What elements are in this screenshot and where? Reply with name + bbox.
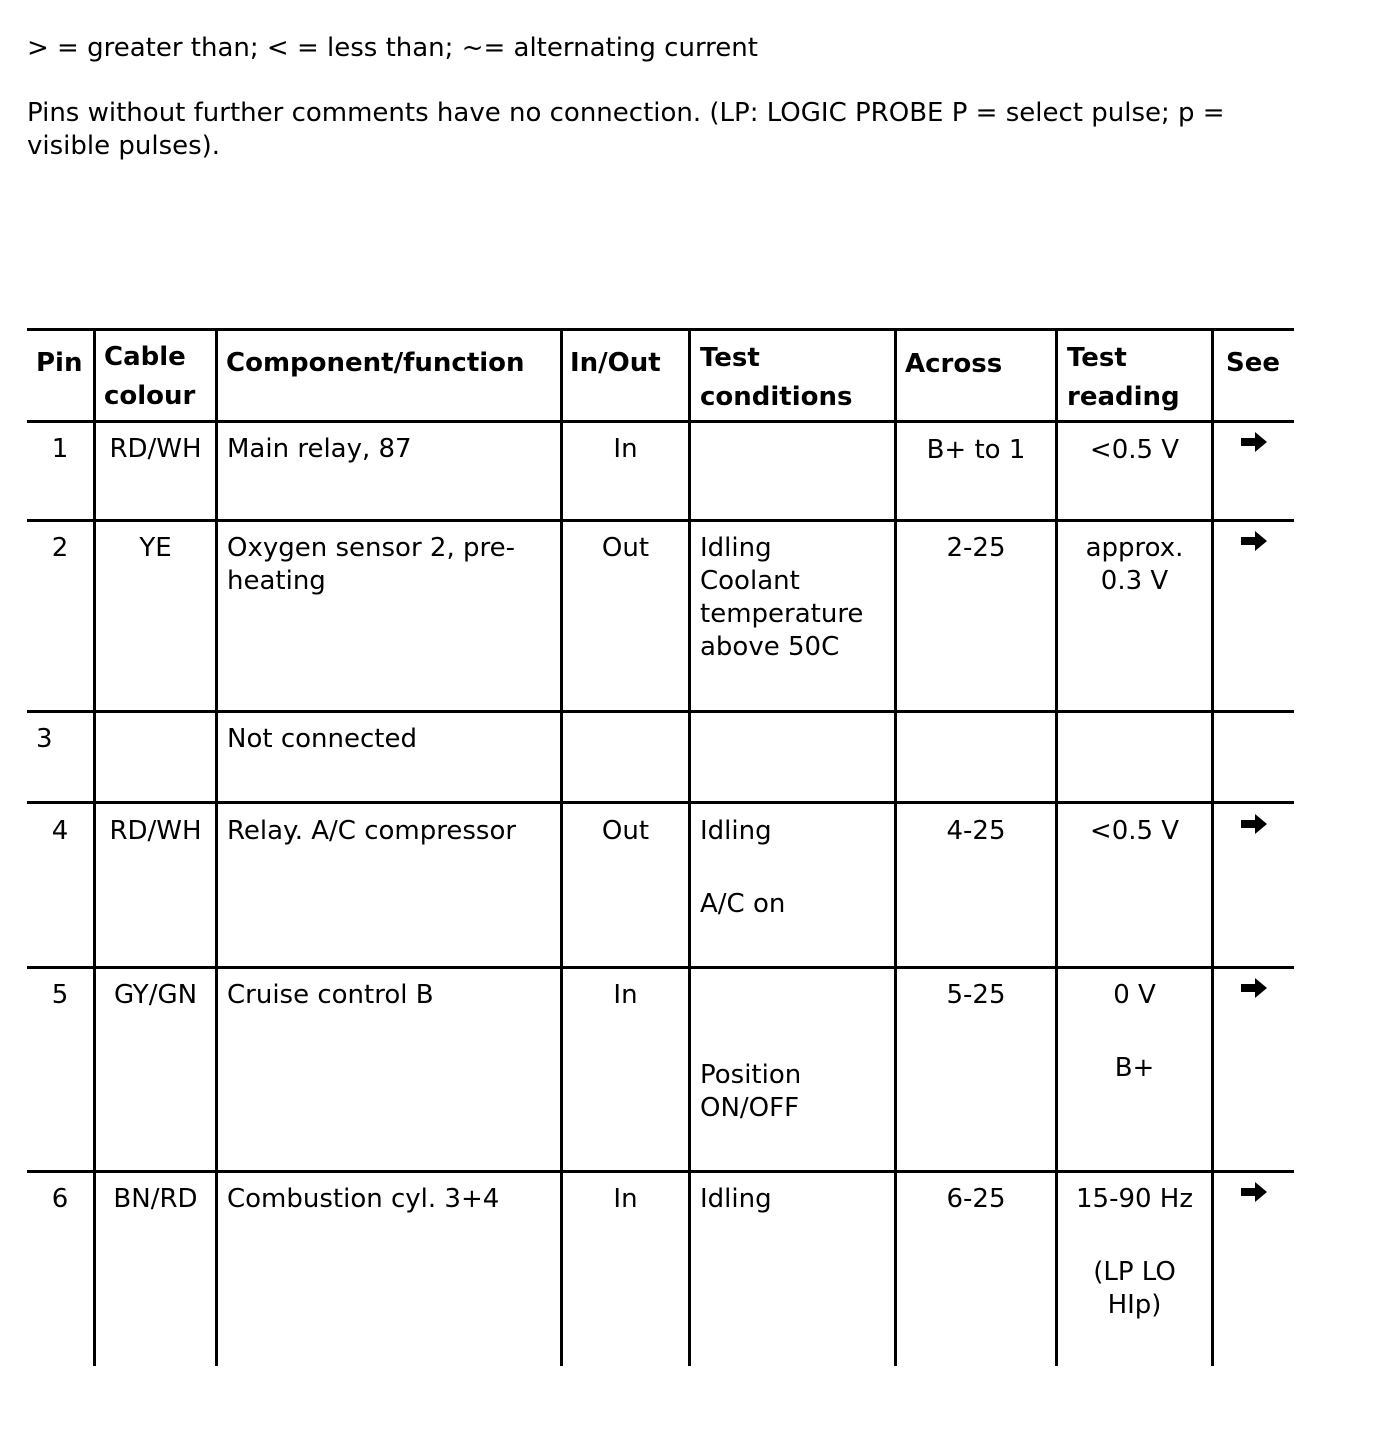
row-3-pin: 3	[36, 724, 53, 754]
header-see: See	[1226, 348, 1280, 378]
row-1-across: B+ to 1	[926, 435, 1026, 465]
row-2-in-out: Out	[601, 533, 650, 563]
row-2-reading-line-2: 0.3 V	[1100, 566, 1169, 596]
row-1-cable: RD/WH	[109, 434, 202, 464]
header-in-out: In/Out	[570, 348, 661, 378]
row-2-condition-line-1: Idling	[700, 533, 772, 563]
right-arrow-icon[interactable]	[1239, 1181, 1269, 1203]
header-test-reading-line-2: reading	[1067, 382, 1180, 412]
row-6-component: Combustion cyl. 3+4	[227, 1184, 500, 1214]
header-component: Component/function	[226, 348, 525, 378]
row-5-across: 5-25	[946, 980, 1006, 1010]
row-4-condition-line-1: Idling	[700, 816, 772, 846]
row-2-cable: YE	[139, 533, 172, 563]
row-1-component: Main relay, 87	[227, 434, 412, 464]
symbols-note: > = greater than; < = less than; ~= alternating current	[27, 33, 758, 63]
table-column-rule	[1211, 330, 1214, 1366]
row-5-condition-line-1: Position	[700, 1060, 802, 1090]
row-1-reading: <0.5 V	[1089, 435, 1180, 465]
row-2-reading-line-1: approx.	[1085, 533, 1184, 563]
row-2-condition-line-4: above 50C	[700, 632, 840, 662]
table-column-rule	[215, 330, 218, 1366]
header-pin: Pin	[36, 348, 83, 378]
row-2-condition-line-2: Coolant	[700, 566, 800, 596]
row-4-in-out: Out	[601, 816, 650, 846]
row-5-in-out: In	[613, 980, 638, 1010]
row-5-condition-line-2: ON/OFF	[700, 1093, 800, 1123]
header-test-reading-line-1: Test	[1067, 343, 1127, 373]
row-6-reading-line-3: HIp)	[1107, 1290, 1162, 1320]
row-2-condition-line-3: temperature	[700, 599, 864, 629]
header-across: Across	[905, 349, 1003, 379]
row-2-component-line-1: Oxygen sensor 2, pre-	[227, 533, 515, 563]
row-3-component: Not connected	[227, 724, 417, 754]
row-2-pin: 2	[51, 533, 69, 563]
row-6-across: 6-25	[946, 1184, 1006, 1214]
pins-note-line-2: visible pulses).	[27, 131, 221, 161]
header-cable-line-2: colour	[104, 381, 196, 411]
header-test-conditions-line-1: Test	[700, 343, 760, 373]
row-4-condition-line-2: A/C on	[700, 889, 786, 919]
row-4-cable: RD/WH	[109, 816, 202, 846]
row-4-across: 4-25	[946, 816, 1006, 846]
row-1-in-out: In	[613, 434, 638, 464]
header-test-conditions-line-2: conditions	[700, 382, 853, 412]
row-2-component-line-2: heating	[227, 566, 326, 596]
row-6-reading-line-2: (LP LO	[1093, 1257, 1176, 1287]
row-6-reading-line-1: 15-90 Hz	[1075, 1184, 1193, 1214]
row-2-across: 2-25	[946, 533, 1006, 563]
row-1-pin: 1	[51, 434, 69, 464]
row-6-pin: 6	[51, 1184, 69, 1214]
row-5-cable: GY/GN	[113, 980, 198, 1010]
right-arrow-icon[interactable]	[1239, 431, 1269, 453]
right-arrow-icon[interactable]	[1239, 530, 1269, 552]
table-column-rule	[688, 330, 691, 1366]
row-4-reading: <0.5 V	[1089, 816, 1180, 846]
right-arrow-icon[interactable]	[1239, 813, 1269, 835]
row-4-component: Relay. A/C compressor	[227, 816, 517, 846]
row-5-reading-line-2: B+	[1114, 1053, 1155, 1083]
pins-note-line-1: Pins without further comments have no connection. (LP: LOGIC PROBE P = select pulse; p =	[27, 98, 1225, 128]
row-6-cable: BN/RD	[113, 1184, 198, 1214]
right-arrow-icon[interactable]	[1239, 977, 1269, 999]
header-cable-line-1: Cable	[104, 342, 186, 372]
row-6-in-out: In	[613, 1184, 638, 1214]
row-5-pin: 5	[51, 980, 69, 1010]
row-5-reading-line-1: 0 V	[1113, 980, 1156, 1010]
row-5-component: Cruise control B	[227, 980, 434, 1010]
row-4-pin: 4	[51, 816, 69, 846]
row-6-condition: Idling	[700, 1184, 772, 1214]
